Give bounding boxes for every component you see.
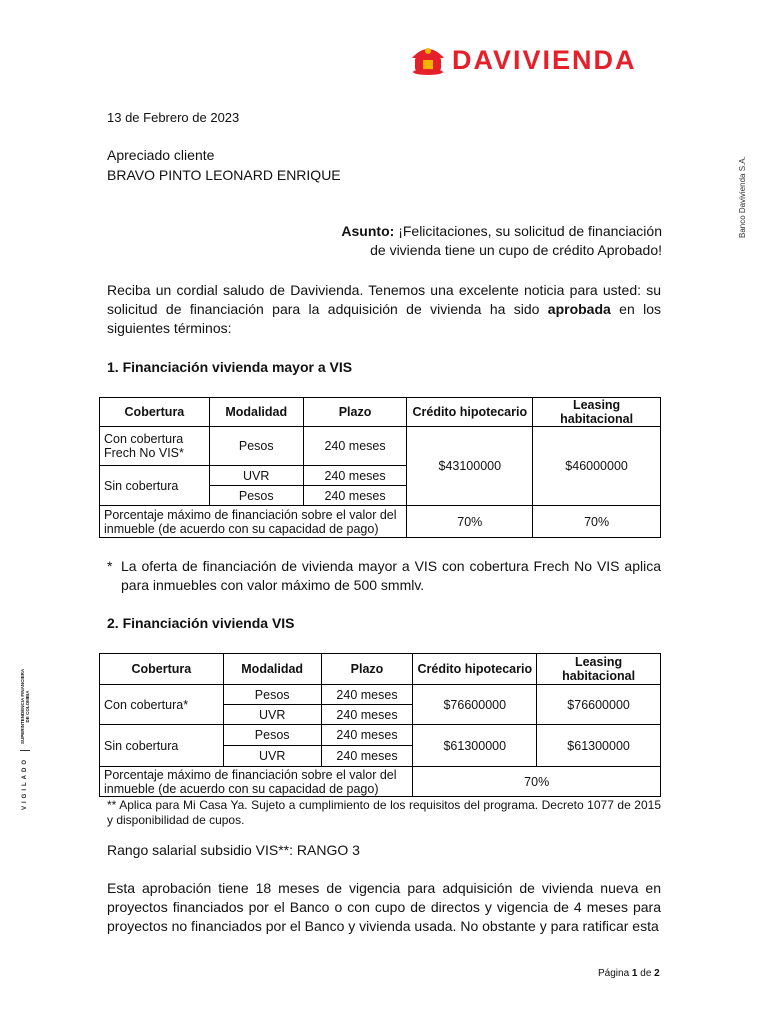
cell-modalidad: Pesos [223,685,321,705]
table-vivienda-vis [99,653,661,797]
davivienda-logo [410,42,662,78]
intro-text: Reciba un cordial saludo de Davivienda. Tenemos una excelente noticia para usted: su solicitud de financiación para la adquisición de vivienda ha sido [107,282,661,317]
cell-modalidad: Pesos [223,725,321,746]
header-plazo: Plazo [321,654,413,685]
subject-line1: ¡Felicitaciones, su solicitud de financiación [398,223,662,239]
vigilado-seal [20,669,30,810]
cell-plazo: 240 meses [321,725,413,746]
cell-leasing-value: $76600000 [537,685,661,725]
greeting: Apreciado cliente [107,147,215,163]
intro-bold: aprobada [547,301,611,317]
letter-date: 13 de Febrero de 2023 [107,110,240,125]
cell-plazo: 240 meses [303,427,407,466]
header-credito: Crédito hipotecario [407,398,533,427]
intro-text-end: en los siguientes términos: [107,301,661,336]
cell-credito-value: $61300000 [413,725,537,767]
cell-sin-cobertura: Sin cobertura [100,725,224,767]
section1-title: 1. Financiación vivienda mayor a VIS [107,359,353,375]
cell-porcentaje-credito: 70% [407,506,533,538]
cell-plazo: 240 meses [321,705,413,725]
rango-salarial: Rango salarial subsidio VIS**: RANGO 3 [107,842,360,858]
header-cobertura: Cobertura [100,398,210,427]
cell-sin-cobertura: Sin cobertura [100,466,210,506]
header-leasing: Leasing habitacional [537,654,661,685]
cell-modalidad: UVR [223,705,321,725]
subject-label: Asunto: [341,223,395,239]
note-frech [107,557,661,595]
page-word: Página [598,968,630,979]
cell-porcentaje-label: Porcentaje máximo de financiación sobre el valor del inmueble (de acuerdo con su capacidad de pago) [100,506,407,538]
cell-con-cobertura: Con cobertura Frech No VIS* [100,427,210,466]
cell-modalidad: Pesos [209,427,303,466]
page-number [598,964,660,983]
cell-plazo: 240 meses [321,685,413,705]
intro-paragraph [107,281,661,338]
cell-modalidad: Pesos [209,486,303,506]
header-credito: Crédito hipotecario [413,654,537,685]
cell-plazo: 240 meses [303,466,407,486]
note-star: * [107,558,113,574]
header-leasing: Leasing habitacional [533,398,661,427]
header-modalidad: Modalidad [209,398,303,427]
vigilado-entity-line1: SUPERINTENDENCIA FINANCIERA [20,668,25,744]
header-plazo: Plazo [303,398,407,427]
vigilado-entity-line2: DE COLOMBIA [25,690,30,723]
closing-paragraph: Esta aprobación tiene 18 meses de vigencia para adquisición de vivienda nueva en proyectos financiados por el Banco o con cupo de directos y vigencia de 4 meses para proyectos no financiados por el Banco y vivienda usada. No obstante y para ratificar esta [107,880,661,934]
cell-modalidad: UVR [223,746,321,767]
section2-title: 2. Financiación vivienda VIS [107,615,295,631]
cell-con-cobertura: Con cobertura* [100,685,224,725]
cell-modalidad: UVR [209,466,303,486]
cell-porcentaje-value: 70% [413,767,661,797]
page-of: de [640,968,652,979]
subject [300,222,662,260]
page-current: 1 [631,968,638,979]
page-total: 2 [654,968,660,979]
cell-plazo: 240 meses [321,746,413,767]
cell-leasing-value: $61300000 [537,725,661,767]
bank-side-text: Banco Davivienda S.A. [738,156,747,238]
table-vivienda-mayor-vis [99,397,661,538]
cell-credito-value: $76600000 [413,685,537,725]
cell-leasing-value: $46000000 [533,427,661,506]
cell-porcentaje-label: Porcentaje máximo de financiación sobre el valor del inmueble (de acuerdo con su capacidad de pago) [100,767,413,797]
header-modalidad: Modalidad [223,654,321,685]
vigilado-separator [20,750,30,751]
brand-name: DAVIVIENDA [452,45,637,75]
vigilado-entity [20,669,30,744]
cell-credito-value: $43100000 [407,427,533,506]
subject-line2: de vivienda tiene un cupo de crédito Aprobado! [370,242,662,258]
client-name: BRAVO PINTO LEONARD ENRIQUE [107,167,341,183]
cell-porcentaje-leasing: 70% [533,506,661,538]
vigilado-label: VIGILADO [22,756,28,810]
header-cobertura: Cobertura [100,654,224,685]
footnote-mi-casa-ya: ** Aplica para Mi Casa Ya. Sujeto a cumplimiento de los requisitos del programa. Decreto 1077 de 2015 y disponibilidad de cupos. [107,798,661,827]
note-text: La oferta de financiación de vivienda mayor a VIS con cobertura Frech No VIS aplica para inmuebles con valor máximo de 500 smmlv. [121,558,661,593]
house-logo-icon [410,42,446,76]
cell-plazo: 240 meses [303,486,407,506]
